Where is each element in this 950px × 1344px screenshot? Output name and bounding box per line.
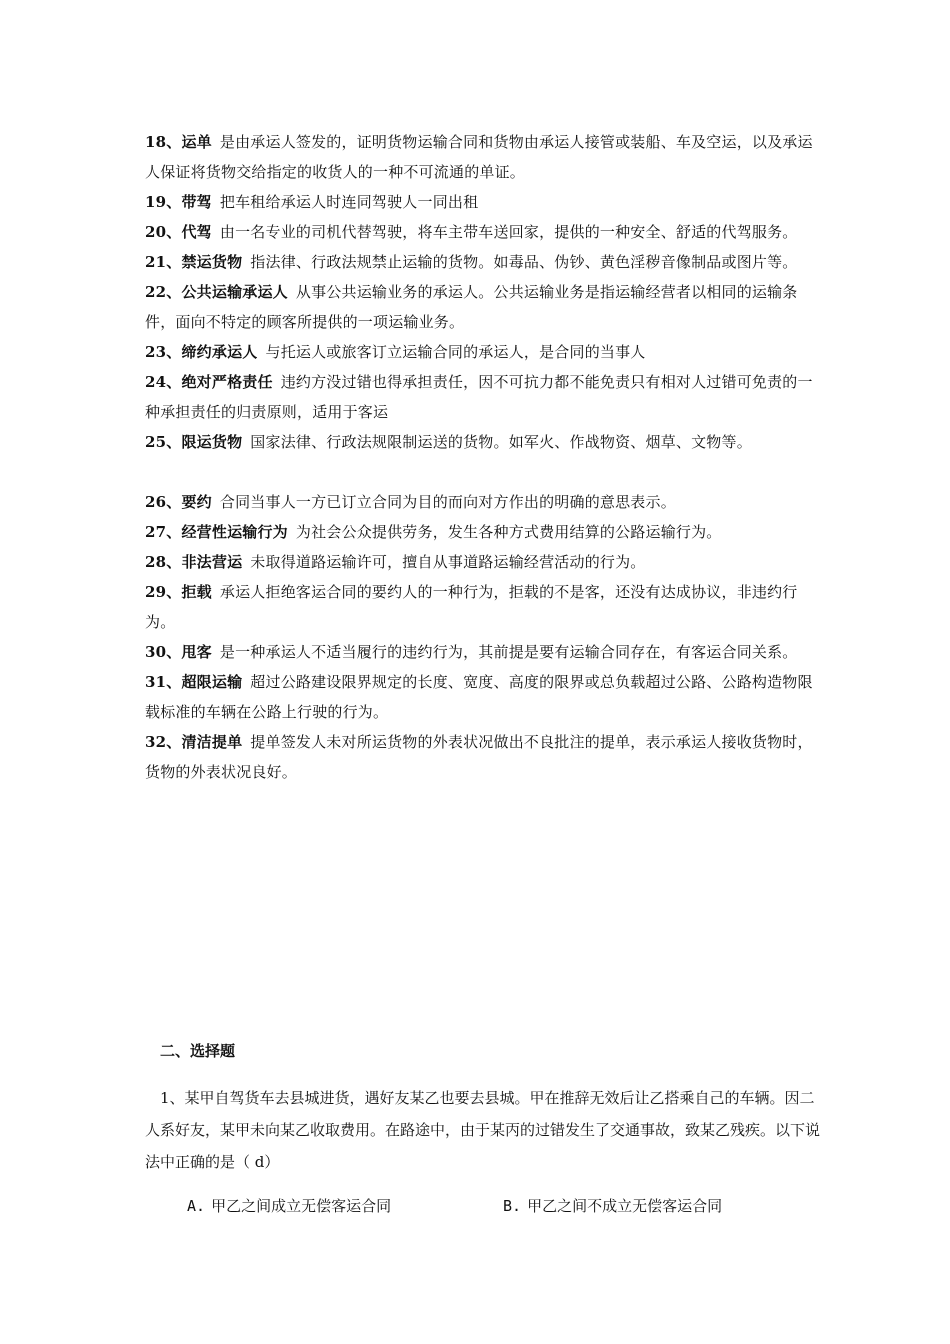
definition-term: 拒载 [181,583,212,601]
definition-item [145,367,825,427]
definition-text: 是由承运人签发的，证明货物运输合同和货物由承运人接管或装船、车及空运，以及承运人保证将货物交给指定的收货人的一种不可流通的单证。 [145,133,813,181]
definition-number: 25、 [145,433,182,451]
definition-term: 运单 [181,133,212,151]
definition-number: 19、 [145,193,182,211]
definition-text: 把车租给承运人时连同驾驶人一同出租 [219,193,479,211]
definition-term: 公共运输承运人 [181,283,288,301]
definition-item [145,337,825,367]
definition-item [145,547,825,577]
option-letter: A. [187,1197,206,1215]
definition-item [145,247,825,277]
definition-text: 为社会公众提供劳务，发生各种方式费用结算的公路运输行为。 [295,523,722,541]
option-a [187,1194,391,1218]
definition-text: 提单签发人未对所运货物的外表状况做出不良批注的提单，表示承运人接收货物时，货物的外表状况良好。 [145,733,813,781]
definition-number: 26、 [145,493,182,511]
definition-number: 29、 [145,583,182,601]
definition-number: 32、 [145,733,182,751]
definition-term: 代驾 [181,223,212,241]
definition-term: 清洁提单 [181,733,243,751]
definition-term: 要约 [181,493,212,511]
definition-term: 限运货物 [181,433,243,451]
definition-text: 国家法律、行政法规限制运送的货物。如军火、作战物资、烟草、文物等。 [250,433,752,451]
definition-item [145,277,825,337]
definition-item [145,637,825,667]
section-title: 二、选择题 [160,1042,236,1060]
definition-term: 带驾 [181,193,212,211]
option-text: 甲乙之间成立无偿客运合同 [211,1197,392,1215]
definition-number: 31、 [145,673,182,691]
definition-item [145,667,825,727]
definition-term: 非法营运 [181,553,243,571]
definition-number: 23、 [145,343,182,361]
option-letter: B. [503,1197,522,1215]
definition-item [145,127,825,187]
option-b [503,1194,722,1218]
definition-number: 28、 [145,553,182,571]
definition-number: 18、 [145,133,182,151]
question-text: 1、某甲自驾货车去县城进货，遇好友某乙也要去县城。甲在推辞无效后让乙搭乘自己的车辆。因二人系好友，某甲未向某乙收取费用。在路途中，由于某丙的过错发生了交通事故，致某乙残疾。以下说法中正确的是（ d） [145,1089,821,1171]
definition-term: 缔约承运人 [181,343,258,361]
definition-term: 超限运输 [181,673,243,691]
definitions-list [145,127,825,787]
definition-item [145,187,825,217]
definition-number: 22、 [145,283,182,301]
definition-number: 27、 [145,523,182,541]
definition-number: 21、 [145,253,182,271]
definition-text: 未取得道路运输许可，擅自从事道路运输经营活动的行为。 [250,553,646,571]
definition-term: 经营性运输行为 [181,523,288,541]
definition-text: 超过公路建设限界规定的长度、宽度、高度的限界或总负载超过公路、公路构造物限载标准的车辆在公路上行驶的行为。 [145,673,813,721]
definition-text: 违约方没过错也得承担责任，因不可抗力都不能免责只有相对人过错可免责的一种承担责任的归责原则，适用于客运 [145,373,813,421]
option-text: 甲乙之间不成立无偿客运合同 [527,1197,723,1215]
definition-text: 指法律、行政法规禁止运输的货物。如毒品、伪钞、黄色淫秽音像制品或图片等。 [250,253,798,271]
definition-text: 承运人拒绝客运合同的要约人的一种行为，拒载的不是客，还没有达成协议，非违约行为。 [145,583,798,631]
definition-item [145,517,825,547]
definition-item [145,487,825,517]
definition-item [145,427,825,457]
definition-term: 甩客 [181,643,212,661]
definition-text: 从事公共运输业务的承运人。公共运输业务是指运输经营者以相同的运输条件，面向不特定的顾客所提供的一项运输业务。 [145,283,798,331]
definition-number: 24、 [145,373,182,391]
definition-text: 由一名专业的司机代替驾驶，将车主带车送回家，提供的一种安全、舒适的代驾服务。 [219,223,798,241]
definition-number: 30、 [145,643,182,661]
definition-item [145,217,825,247]
definition-number: 20、 [145,223,182,241]
definition-term: 绝对严格责任 [181,373,273,391]
definition-item [145,727,825,787]
definition-term: 禁运货物 [181,253,243,271]
definition-text: 是一种承运人不适当履行的违约行为，其前提是要有运输合同存在，有客运合同关系。 [219,643,798,661]
definition-text: 合同当事人一方已订立合同为目的而向对方作出的明确的意思表示。 [219,493,676,511]
definition-text: 与托运人或旅客订立运输合同的承运人，是合同的当事人 [265,343,646,361]
definition-item [145,577,825,637]
